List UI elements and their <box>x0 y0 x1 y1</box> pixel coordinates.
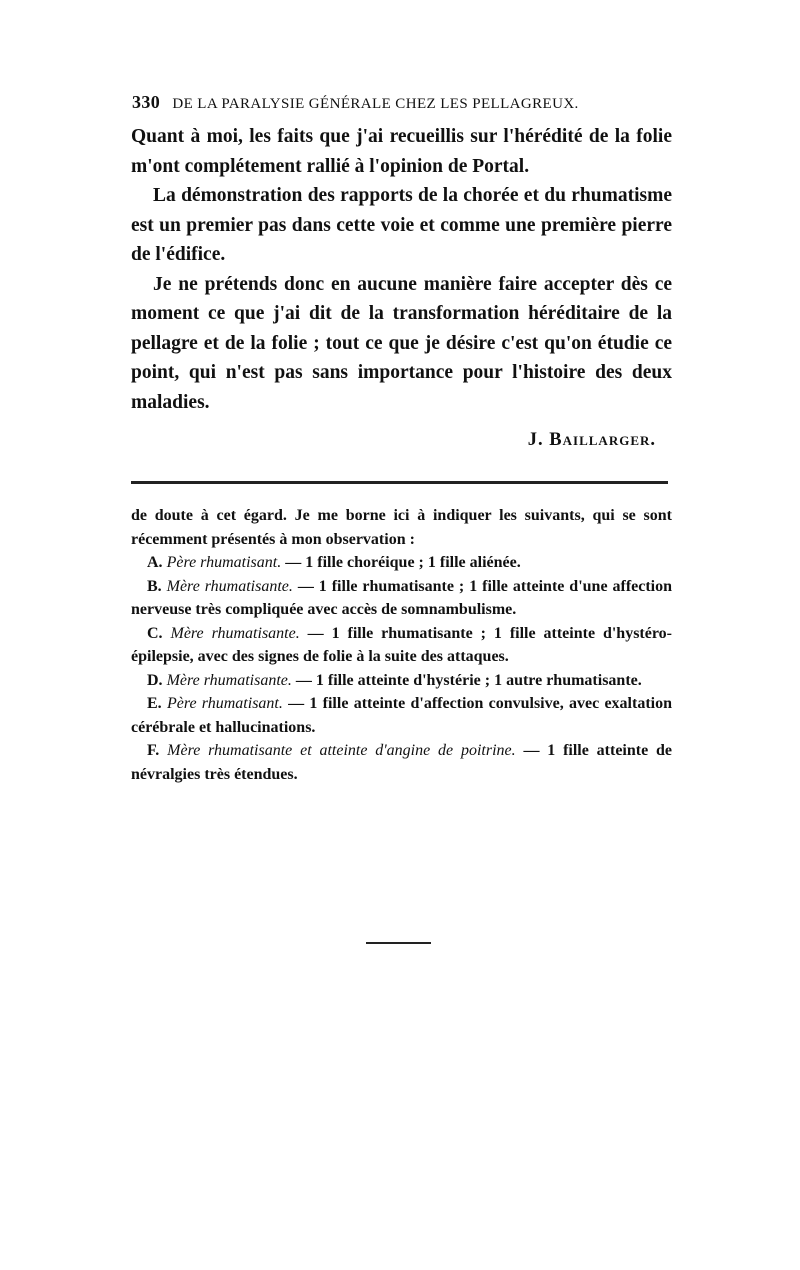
case-letter: C. <box>147 624 163 642</box>
running-header <box>132 92 672 113</box>
footnote-case <box>131 575 672 622</box>
case-text: — 1 fille choréique ; 1 fille aliénée. <box>285 554 521 571</box>
paragraph: Quant à moi, les faits que j'ai recueillis sur l'hérédité de la folie m'ont complétement rallié à l'opinion de Portal. <box>131 126 672 177</box>
case-parent: Mère rhumatisante. <box>166 671 292 689</box>
case-letter: D. <box>147 671 163 689</box>
case-text: — 1 fille atteinte d'hystérie ; 1 autre rhumatisante. <box>295 671 642 689</box>
running-title: DE LA PARALYSIE GÉNÉRALE CHEZ LES PELLAGREUX. <box>172 96 579 112</box>
main-text <box>131 122 672 417</box>
footnote-case <box>131 669 672 693</box>
footnote-separator <box>131 481 668 484</box>
case-text: — 1 fille rhumatisante ; 1 fille atteinte d'une affection nerveuse très compliquée avec accès de somnambulisme. <box>131 577 673 618</box>
footnote-case <box>131 622 672 669</box>
author-name: Baillarger. <box>549 430 656 450</box>
footnote-case <box>131 739 672 786</box>
case-letter: E. <box>147 695 162 712</box>
case-parent: Mère rhumatisante. <box>166 577 293 595</box>
footnote-intro: de doute à cet égard. Je me borne ici à indiquer les suivants, qui se sont récemment présentés à mon observation : <box>131 507 672 548</box>
case-parent: Père rhumatisant. <box>166 554 282 571</box>
case-text: — 1 fille atteinte d'affection convulsive, avec exaltation cérébrale et hallucinations. <box>131 695 673 736</box>
case-letter: F. <box>147 742 160 759</box>
case-text: — 1 fille rhumatisante ; 1 fille atteinte d'hystéro-épilepsie, avec des signes de folie à la suite des attaques. <box>131 624 673 665</box>
case-text: — 1 fille atteinte de névralgies très étendues. <box>131 742 673 783</box>
case-letter: A. <box>147 554 163 571</box>
author-signature <box>131 430 656 451</box>
paragraph: Je ne prétends donc en aucune manière faire accepter dès ce moment ce que j'ai dit de la transformation héréditaire de la pellagre et de la folie ; tout ce que je désire c'est qu'on étudie ce point, qui n'est pas sans importance pour l'histoire des deux maladies. <box>131 273 672 413</box>
end-of-chapter-rule <box>366 942 431 944</box>
case-parent: Père rhumatisant. <box>166 695 283 712</box>
paragraph: La démonstration des rapports de la chorée et du rhumatisme est un premier pas dans cette voie et comme une première pierre de l'édifice. <box>131 185 672 265</box>
footnote <box>131 504 672 786</box>
page-number: 330 <box>132 92 161 112</box>
case-parent: Mère rhumatisante. <box>170 624 300 642</box>
footnote-case <box>131 692 672 739</box>
case-letter: B. <box>147 577 162 595</box>
footnote-case <box>131 551 672 575</box>
author-initial: J. <box>527 430 544 450</box>
case-parent: Mère rhumatisante et atteinte d'angine de poitrine. <box>167 742 516 759</box>
